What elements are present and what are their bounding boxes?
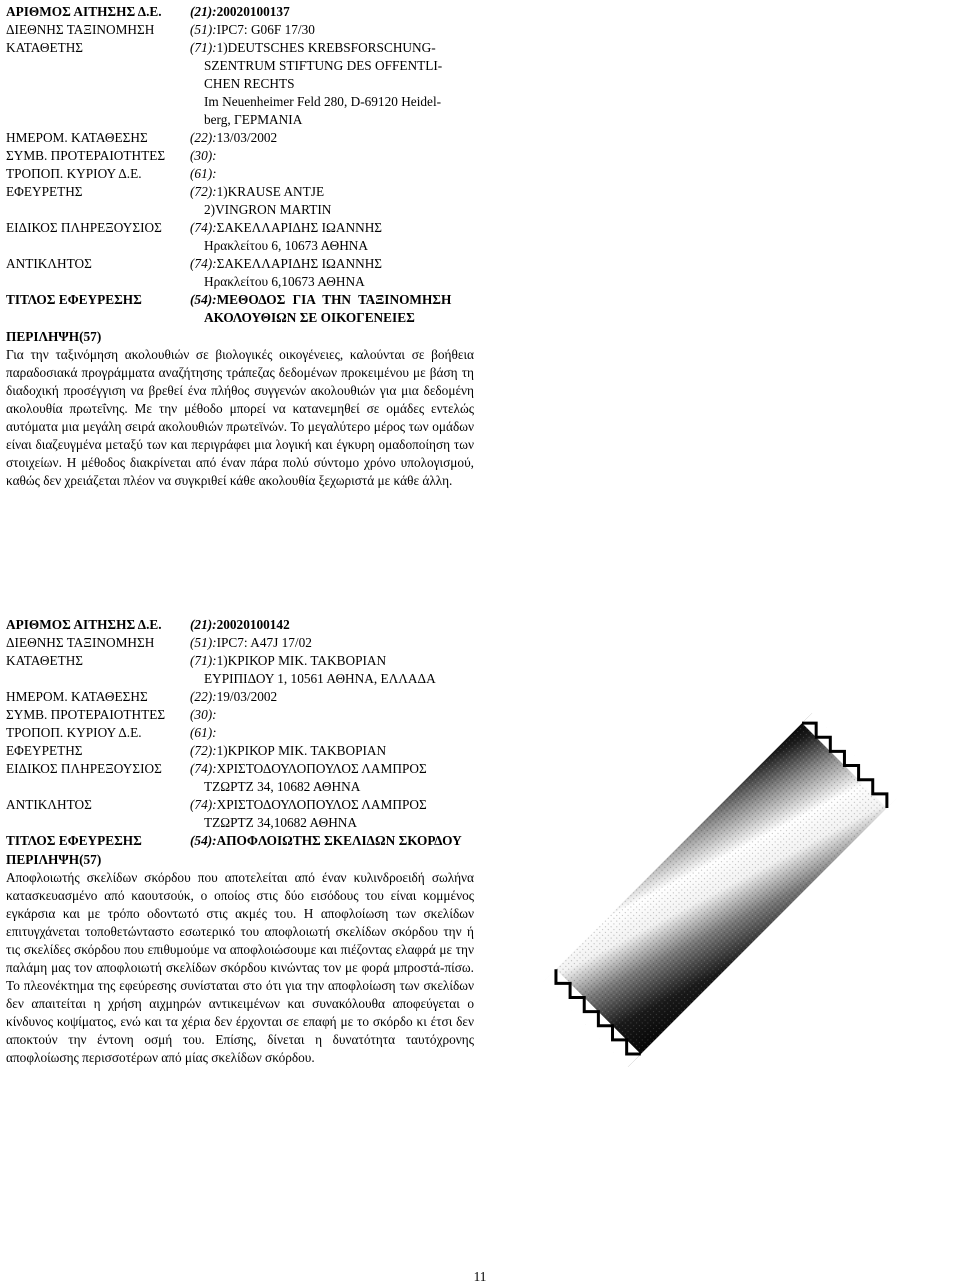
priority-label: ΣΥΜΒ. ΠΡΟΤΕΡΑΙΟΤΗΤΕΣ (6, 707, 166, 722)
garlic-peeler-tube-illustration (520, 690, 920, 1090)
invention-title-line: ΜΕΘΟΔΟΣ ΓΙΑ ΤΗΝ ΤΑΞΙΝΟΜΗΣΗ (216, 292, 452, 307)
abstract-text: Αποφλοιωτής σκελίδων σκόρδου που αποτελείται από έναν κυλινδροειδή σωλήνα κατασκευασμένο από καουτσούκ, ο οποίος στις δύο εισόδους του είναι κομμένος εγκάρσια και με τρόπο οδοντωτό στις ακμές του. Η αποφλοίωση των σκελίδων επιτυγχάνεται τοποθετώνταστο εσωτερικό του αποφλοιωτή σκελίδων σκόρδου την ή τις σκελίδες σκόρδου που επιθυμούμε να αποφλοιώσουμε και πιέζοντας ελαφρά με την παλάμη μας τον αποφλοιωτή σκελίδων σκόρδου κινώντας τον με φορά μπροστά-πίσω. Το πλεονέκτημα της εφεύρεσης συνίσταται στο ότι για την αποφλοίωση των σκελίδων δεν απαιτείται η χρήση αιχμηρών αντικειμένων και συνακόλουθα αποφεύγεται ο κίνδυνος κοψίματος, ενώ και τα χέρια δεν έρχονται σε επαφή με το σκόρδο κι έτσι δεν αποκτούν την έντονη οσμή του. Επίσης, δίνεται η δυνατότητα ταυτόχρονης αποφλοίωσης περισσοτέρων από μίας σκελίδων σκόρδου. (6, 870, 474, 1065)
ipc-value: IPC7: G06F 17/30 (216, 22, 315, 37)
modification-label: ΤΡΟΠΟΠ. ΚΥΡΙΟΥ Δ.Ε. (6, 725, 142, 740)
applicant-row (6, 39, 474, 57)
application-number-row (6, 3, 474, 21)
representative-code: (74): (190, 797, 217, 812)
filing-date-row (6, 688, 474, 706)
applicant-label: ΚΑΤΑΘΕΤΗΣ (6, 40, 84, 55)
priority-code: (30): (190, 707, 217, 722)
representative-code: (74): (190, 256, 217, 271)
applicant-line: CHEN RECHTS (204, 76, 295, 91)
garlic-peeler-drawing (520, 690, 920, 1090)
representative-line: ΣΑΚΕΛΛΑΡΙΔΗΣ ΙΩΑΝΝΗΣ (216, 256, 383, 271)
abstract-heading: ΠΕΡΙΛΗΨΗ(57) (6, 852, 102, 867)
applicant-line: 1)DEUTSCHES KREBSFORSCHUNG- (216, 40, 436, 55)
filing-date-value: 19/03/2002 (216, 689, 278, 704)
attorney-row (6, 760, 474, 778)
priority-code: (30): (190, 148, 217, 163)
attorney-code: (74): (190, 220, 217, 235)
modification-code: (61): (190, 725, 217, 740)
modification-label: ΤΡΟΠΟΠ. ΚΥΡΙΟΥ Δ.Ε. (6, 166, 142, 181)
filing-date-row (6, 129, 474, 147)
title-row (6, 291, 474, 309)
filing-date-label: ΗΜΕΡΟΜ. ΚΑΤΑΘΕΣΗΣ (6, 689, 148, 704)
attorney-line: Ηρακλείτου 6, 10673 ΑΘΗΝΑ (204, 238, 369, 253)
ipc-row (6, 634, 474, 652)
applicant-code: (71): (190, 653, 217, 668)
modification-value (217, 165, 474, 183)
patent-entry-2 (6, 616, 474, 1067)
application-number-code: (21): (190, 4, 217, 19)
representative-label: ΑΝΤΙΚΛΗΤΟΣ (6, 256, 92, 271)
inventor-code: (72): (190, 743, 217, 758)
attorney-row (6, 219, 474, 237)
inventor-row (6, 183, 474, 201)
application-number-label: ΑΡΙΘΜΟΣ ΑΙΤΗΣΗΣ Δ.Ε. (6, 617, 162, 632)
application-number-code: (21): (190, 617, 217, 632)
invention-title-code: (54): (190, 833, 217, 848)
application-number-row (6, 616, 474, 634)
modification-row (6, 165, 474, 183)
ipc-label: ΔΙΕΘΝΗΣ ΤΑΞΙΝΟΜΗΣΗ (6, 22, 155, 37)
modification-code: (61): (190, 166, 217, 181)
priority-label: ΣΥΜΒ. ΠΡΟΤΕΡΑΙΟΤΗΤΕΣ (6, 148, 166, 163)
attorney-code: (74): (190, 761, 217, 776)
title-row (6, 832, 474, 850)
priority-value (217, 706, 474, 724)
applicant-line: berg, ΓΕΡΜΑΝΙΑ (204, 112, 303, 127)
representative-line: ΤΖΩΡΤΖ 34,10682 ΑΘΗΝΑ (204, 815, 358, 830)
abstract-text: Για την ταξινόμηση ακολουθιών σε βιολογικές οικογένειες, καλούνται σε βοήθεια παραδοσιακά προγράμματα αναζήτησης τράπεζας δεδομένων προκειμένου με βάση τη διαδοχική προσέγγιση να βρεθεί ένα πλήθος συγγενών ακολουθιών για μια δεδομένη ακολουθία πρωτεΐνης. Με την μέθοδο μπορεί να κατανεμηθεί σε ομάδες εντελώς αυτόματα μια μεγάλη σειρά ακολουθιών πρωτεϊνών. Το μεγαλύτερο μέρος των ομάδων είναι διαζευγμένα μεταξύ των και περιγράφει μια λογική και έγκυρη ομαδοποίηση των στοιχείων. Η μέθοδος διακρίνεται από έναν πάρα πολύ σύντομο χρόνο υπολογισμού, καθώς δεν χρειάζεται πλέον να συγκριθεί κάθε ακολουθία ξεχωριστά με κάθε άλλη. (6, 347, 474, 488)
page-number: 11 (473, 1269, 487, 1284)
representative-label: ΑΝΤΙΚΛΗΤΟΣ (6, 797, 92, 812)
representative-row (6, 796, 474, 814)
inventor-code: (72): (190, 184, 217, 199)
invention-title-line: ΑΚΟΛΟΥΘΙΩΝ ΣΕ ΟΙΚΟΓΕΝΕΙΕΣ (204, 310, 415, 325)
attorney-line: ΧΡΙΣΤΟΔΟΥΛΟΠΟΥΛΟΣ ΛΑΜΠΡΟΣ (216, 761, 427, 776)
inventor-label: ΕΦΕΥΡΕΤΗΣ (6, 743, 83, 758)
invention-title-line: ΑΠΟΦΛΟΙΩΤΗΣ ΣΚΕΛΙΔΩΝ ΣΚΟΡΔΟΥ (216, 833, 462, 848)
applicant-line: ΕΥΡΙΠΙΔΟΥ 1, 10561 ΑΘΗΝΑ, ΕΛΛΑΔΑ (204, 671, 436, 686)
priority-value (217, 147, 474, 165)
applicant-label: ΚΑΤΑΘΕΤΗΣ (6, 653, 84, 668)
invention-title-code: (54): (190, 292, 217, 307)
filing-date-value: 13/03/2002 (216, 130, 278, 145)
representative-row (6, 255, 474, 273)
filing-date-label: ΗΜΕΡΟΜ. ΚΑΤΑΘΕΣΗΣ (6, 130, 148, 145)
ipc-code: (51): (190, 22, 217, 37)
ipc-label: ΔΙΕΘΝΗΣ ΤΑΞΙΝΟΜΗΣΗ (6, 635, 155, 650)
applicant-row (6, 652, 474, 670)
attorney-label: ΕΙΔΙΚΟΣ ΠΛΗΡΕΞΟΥΣΙΟΣ (6, 761, 162, 776)
application-number-label: ΑΡΙΘΜΟΣ ΑΙΤΗΣΗΣ Δ.Ε. (6, 4, 162, 19)
abstract-heading: ΠΕΡΙΛΗΨΗ(57) (6, 329, 102, 344)
priority-row (6, 706, 474, 724)
application-number-value: 20020100137 (216, 4, 290, 19)
patent-entry-1 (6, 3, 474, 490)
modification-value (217, 724, 474, 742)
attorney-line: ΣΑΚΕΛΛΑΡΙΔΗΣ ΙΩΑΝΝΗΣ (216, 220, 383, 235)
inventor-row (6, 742, 474, 760)
inventor-label: ΕΦΕΥΡΕΤΗΣ (6, 184, 83, 199)
ipc-row (6, 21, 474, 39)
modification-row (6, 724, 474, 742)
filing-date-code: (22): (190, 130, 217, 145)
application-number-value: 20020100142 (216, 617, 290, 632)
representative-line: ΧΡΙΣΤΟΔΟΥΛΟΠΟΥΛΟΣ ΛΑΜΠΡΟΣ (216, 797, 427, 812)
priority-row (6, 147, 474, 165)
inventor-line: 2)VINGRON MARTIN (204, 202, 332, 217)
applicant-code: (71): (190, 40, 217, 55)
invention-title-label: ΤΙΤΛΟΣ ΕΦΕΥΡΕΣΗΣ (6, 292, 142, 307)
representative-line: Ηρακλείτου 6,10673 ΑΘΗΝΑ (204, 274, 365, 289)
inventor-line: 1)KRAUSE ANTJE (216, 184, 325, 199)
applicant-line: 1)ΚΡΙΚΟΡ ΜΙΚ. ΤΑΚΒΟΡΙΑΝ (216, 653, 387, 668)
ipc-value: IPC7: A47J 17/02 (216, 635, 312, 650)
inventor-line: 1)ΚΡΙΚΟΡ ΜΙΚ. ΤΑΚΒΟΡΙΑΝ (216, 743, 387, 758)
applicant-line: SZENTRUM STIFTUNG DES OFFENTLI- (204, 58, 443, 73)
attorney-line: ΤΖΩΡΤΖ 34, 10682 ΑΘΗΝΑ (204, 779, 361, 794)
invention-title-label: ΤΙΤΛΟΣ ΕΦΕΥΡΕΣΗΣ (6, 833, 142, 848)
ipc-code: (51): (190, 635, 217, 650)
applicant-line: Im Neuenheimer Feld 280, D-69120 Heidel- (204, 94, 442, 109)
filing-date-code: (22): (190, 689, 217, 704)
attorney-label: ΕΙΔΙΚΟΣ ΠΛΗΡΕΞΟΥΣΙΟΣ (6, 220, 162, 235)
